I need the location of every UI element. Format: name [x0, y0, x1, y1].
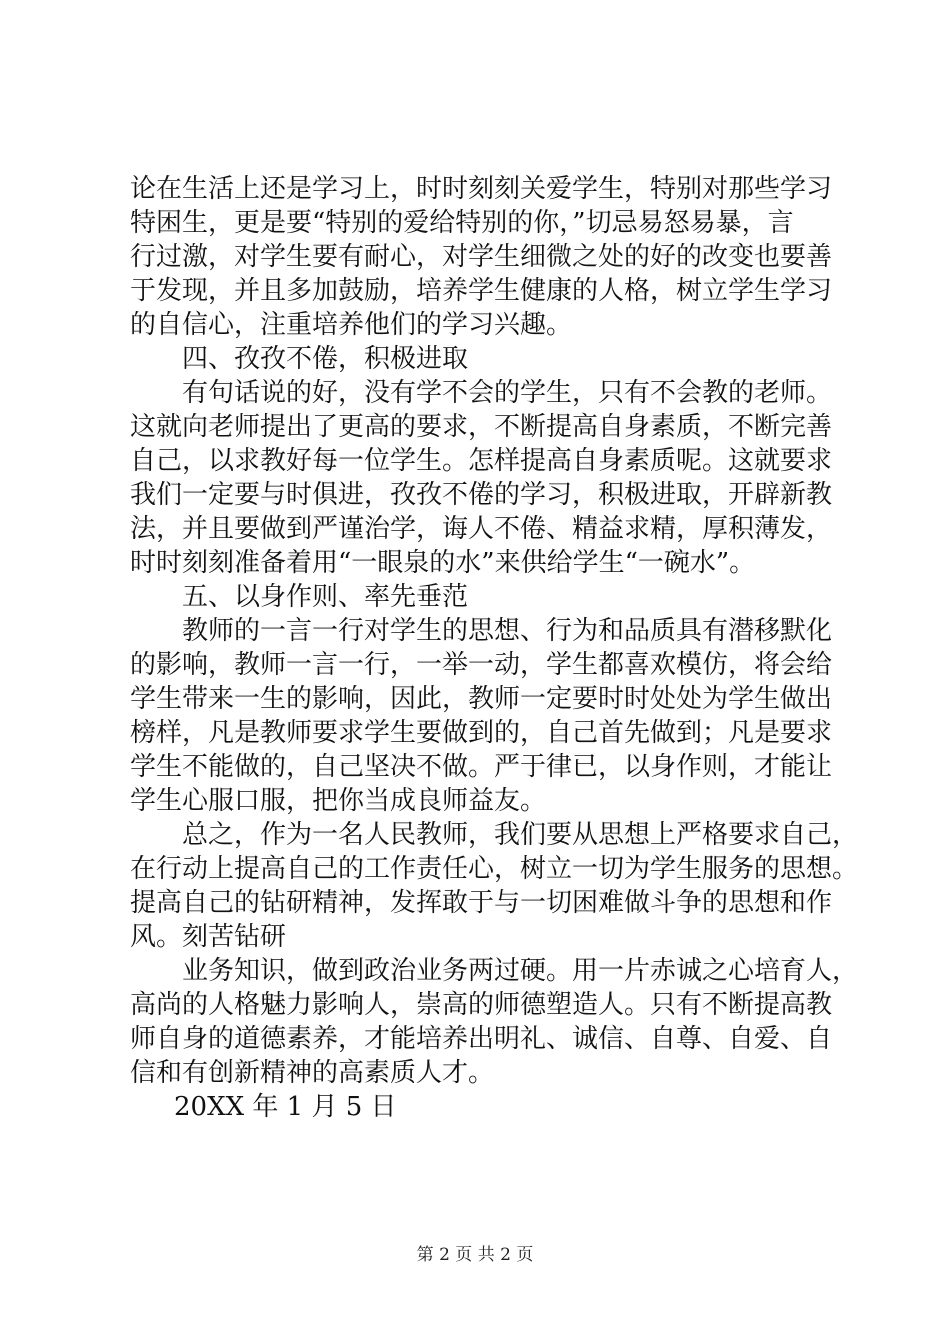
paragraph-first-line: 有句话说的好，没有学不会的学生，只有不会教的老师。	[182, 378, 833, 408]
section-heading: 五、以身作则、率先垂范	[182, 582, 469, 612]
body-text-line: 的影响，教师一言一行，一举一动，学生都喜欢模仿，将会给	[130, 650, 833, 680]
paragraph-first-line: 业务知识，做到政治业务两过硬。用一片赤诚之心培育人，	[182, 956, 859, 986]
body-text-line: 学生带来一生的影响，因此，教师一定要时时处处为学生做出	[130, 684, 833, 714]
body-text-line: 师自身的道德素养，才能培养出明礼、诚信、自尊、自爱、自	[130, 1024, 833, 1054]
page-number-footer: 第 2 页 共 2 页	[416, 1245, 534, 1265]
body-text-line: 的自信心，注重培养他们的学习兴趣。	[130, 310, 573, 340]
body-text-line: 法，并且要做到严谨治学，诲人不倦、精益求精，厚积薄发，	[130, 514, 833, 544]
body-text-line: 榜样，凡是教师要求学生要做到的，自己首先做到；凡是要求	[130, 718, 833, 748]
body-text-line: 自己，以求教好每一位学生。怎样提高自身素质呢。这就要求	[130, 446, 833, 476]
body-text-line: 提高自己的钻研精神，发挥敢于与一切困难做斗争的思想和作	[130, 888, 833, 918]
body-text-line: 这就向老师提出了更高的要求，不断提高自身素质，不断完善	[130, 412, 833, 442]
body-text-line: 在行动上提高自己的工作责任心，树立一切为学生服务的思想。	[130, 854, 859, 884]
body-text-line: 学生心服口服，把你当成良师益友。	[130, 786, 547, 816]
section-heading: 四、孜孜不倦，积极进取	[182, 344, 469, 374]
paragraph-first-line: 总之，作为一名人民教师，我们要从思想上严格要求自己，	[182, 820, 859, 850]
body-text-line: 论在生活上还是学习上，时时刻刻关爱学生，特别对那些学习	[130, 174, 833, 204]
body-text-line: 时时刻刻准备着用“一眼泉的水”来供给学生“一碗水”。	[130, 548, 756, 578]
body-text-line: 学生不能做的，自己坚决不做。严于律已，以身作则，才能让	[130, 752, 833, 782]
body-text-line: 风。刻苦钻研	[130, 922, 287, 952]
body-text-line: 特困生，更是要“特别的爱给特别的你，”切忌易怒易暴，言	[130, 208, 794, 238]
body-text-line: 高尚的人格魅力影响人，崇高的师德塑造人。只有不断提高教	[130, 990, 833, 1020]
body-text-line: 信和有创新精神的高素质人才。	[130, 1058, 495, 1088]
body-text-line: 于发现，并且多加鼓励，培养学生健康的人格，树立学生学习	[130, 276, 833, 306]
body-text-line: 行过激，对学生要有耐心，对学生细微之处的好的改变也要善	[130, 242, 833, 272]
date-line: 20XX 年 1 月 5 日	[174, 1092, 397, 1122]
body-text-line: 我们一定要与时俱进，孜孜不倦的学习，积极进取，开辟新教	[130, 480, 833, 510]
paragraph-first-line: 教师的一言一行对学生的思想、行为和品质具有潜移默化	[182, 616, 833, 646]
